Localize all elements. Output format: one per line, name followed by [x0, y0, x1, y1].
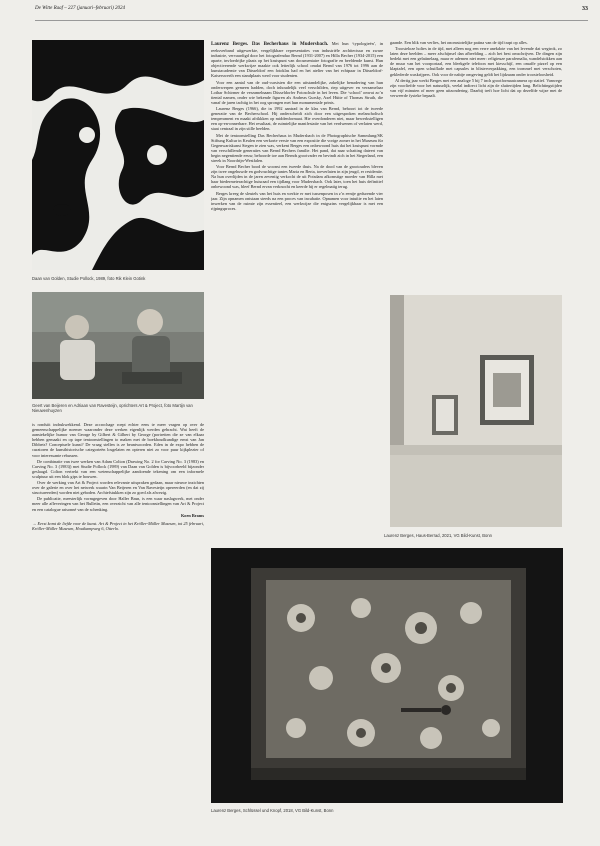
article-column-1-bottom: [32, 422, 204, 820]
caption-haus-berrad: Laurenz Berges, Haus-Berrad, 2021, VG Bild-Kunst, Bonn: [384, 533, 493, 538]
article-paragraph: Troosteloze holtes in de tijd, met alleen nog een verre anekdote van het levende dat wegtrok, zo laten deze beelden – meer afschijnsel dan afbeelding – zich het best omschrijven. De dingen zijn bedekt met een gelatinelaag, maar er ademen niet meer: religieuze parafernalia, wandelstokken aan de muur van het voorportaal, een bleekgele telefoon met kiesschijf, een omaffe pizzel op een klaptafel, een open schuiflade met capsules in blisterverpakking, een trommel met verschoten, geklederde waskrijpers. Ook voor de nabije omgeving geldt het lijdzaam onder troosteloosheid.: [390, 46, 562, 77]
drawer-photo-graphic: [211, 548, 563, 803]
page-number: 33: [582, 6, 588, 12]
article-paragraph: Berges kreeg de sleutels van het huis en werkte er met tussenposen in z’n eentje gedurende vier jaar. Zijn opnamen ontstaan steeds na een proces van incubatie. Opnamen voor intuïtie en het laten inwerken van de ruimte zijn essentieel, een werkwijze die enigszins vergelijkbaar is met een rijpingsproces.: [211, 190, 383, 211]
article-paragraph: Met de tentoonstelling Das Becherhaus in Mudersbach in de Photographische Sammlung/SK Stiftung Kultur in Keulen een verkorte versie van een expositie die vorige zomer in het Museum für Gegenwartskunst Siegen te zien was, verkent Berges een onbewoond huis dat het kruispunt vormde van verschillende generaties van Bernd Bechers familie. Het pand, dat naar schatting dateert van begin negentiende eeuw, behoorde toe aan Bernds grootvader en bevindt zich in het Siegerland, een streek in Noordrijn-Westfalen.: [211, 132, 383, 163]
article-paragraph: Voor Bernd Becher bood de woonst een tweede thuis. Na de dood van de grootouders bleven zijn twee ongehuwde en godvruchtige tantes Maria en Berta, toeverlaten in zijn jeugd, er residentie. Na hun overlijden in de jaren zeventig verkocht de uit Potsdam afkomstige moeder van Hilla met haar biedermeierachtige huisraad een tijdlang voor Mudersbach. Ook later, toen het huis definitief onbewoond was, bleef Bernd ervan verknocht en keerde hij er regelmatig terug.: [211, 164, 383, 190]
article-paragraph: is rondsiit indrukwekkend. Deze accrochage roept echter eens te meer vragen op over de gemeenschappelijke noemer waaronder deze werken eigenlijk werden gebracht. Wat heeft de aanstekelijke humor van George by Gilbert & Gilbert by George (portretten die ze van elkaar hebben gemaakt en op tape tentoonstellingen to maken met de boekhoudkundige ernst van Jan Dibbets? Conceptuele kunst? De vraag stellen is ze beantwoorden. Eden in de expo hebben de curatoren de kunsthistorische categorieën losgelaten en opteren niet zo voor puur kijkplezier of voor interessante rebussen.: [32, 422, 204, 458]
photo-haus-berrad: [390, 295, 562, 527]
exhibition-info: → Eerst komt de liefde voor de kunst. Art & Project in het Kröller-Müller Museum, tot 25 februari, Kröller-Müller Museum, Houtkampweg 6, Otterlo.: [32, 520, 204, 531]
photo-pollock-study: [32, 40, 204, 270]
article-column-3: [390, 40, 562, 288]
caption-pollock: Daan van Golden, Studie Pollock, 1989, foto Rik Klein Gotink: [32, 276, 146, 281]
article-paragraph: Al dertig jaar werkt Berges met een analoge 5 bij 7 inch grootformaatcamera op statief. Vanwege zijn voorliefde voor het natuurlijk, veelal indirect licht zijn de sluitertijden lang. Belichtingstijden van vijf minuten of meer geen uitzondering. Daarbij treft hoe licht dat op dezelfde wijze met de verweerde fysieke bepaalt.: [390, 77, 562, 98]
founders-photo-graphic: [32, 292, 204, 399]
author-signature: Koen Brams: [180, 512, 204, 518]
photo-founders: [32, 292, 204, 399]
article-paragraph: Over de werking van Art & Project worden relevante uitspraken gedaan, maar nieuwe inzichten over de galerie en over het netwerk waarin Van Beijeren en Van Ravesteijn opereerden (en dat zij structureerden) worden niet geboden. Archiefstukken zijn zo goed als afwezig.: [32, 480, 204, 496]
article-paragraph: De publicatie, meesterlijk vormgegeven door Haller Brun, is een waar naslagwerk, met onder meer alle afleveringen van het Bulletin, een overzicht van alle tentoonstellingen van Art & Project en een catalogue raisonné van de schenking.: [32, 496, 204, 512]
photo-schlussel-und-knopf: [211, 548, 563, 803]
room-photo-graphic: [390, 295, 562, 527]
article-paragraph: Voor een aantal van de oud-cursisten die een uitstandelijke, zakelijke benadering van hun onderwerpen gemeen hadden, doch inhoudelijk veel verschilden, riep uitgever en verzamelaar Lothar Schirmer de verzamelnaam Düsseldorfer Fotoschule in het leven. Die ‘school’ omvat zo’n tiental namen, onder wie bekende figuren als Andreas Gursky, Axel Hütte of Thomas Struth, die vanaf de jaren tachtig in het oog sprongen met hun monumentale prints.: [211, 79, 383, 105]
running-head: De Witte Raaf – 227 (januari–februari) 2024: [35, 6, 125, 11]
page-header: [35, 6, 588, 21]
article-column-2: [211, 40, 383, 540]
article-paragraph: Laurenz Berges (1966), die in 1992 aantrad in de klas van Bernd, behoort tot de tweede generatie van de Becherschool. Hij onderscheidt zich door een uitgesproken melancholisch temperament en maakt afrikkken op middenformaat. Hie overdonderen niet, maar bewerkstelligen een op-en-onnerbare. Het resultaat, de ruimtelijke manifestatie van het verdwenen of verlaten werd, staat centraal in zijn stille beelden.: [211, 106, 383, 132]
article-title: Laurenz Berges. Das Becherhaus in Mudersbach.: [211, 42, 329, 47]
abstract-pattern-graphic: [32, 40, 204, 270]
caption-founders: Geert van Beijeren en Adriaan van Ravesteijn, oprichters Art & Project, foto Martijn van Nieuwenhuyzen: [32, 403, 193, 413]
caption-schlussel-und-knopf: Laurenz Berges, Schlüssel und Knopf, 2018, VG Bild-Kunst, Bonn: [211, 808, 334, 813]
article-intro: Met hun ‘typologieën’, in reeksverband uitgewerkte, vergelijkbare representaties van industriële architectuur en zware industrie, vervaardigd door het fotografenduo Bernd (1931-2007) en Hilla Becher (1934-2015) een aparte, invloedrijke plaats op het kruispunt van documentaire fotografie en beeldende kunst. Hun objectiverende werkwijze maakte ook letterlijk school omdat Bernd van 1976 tot 1996 aan de kunstacademie van Düsseldorf een fotoklas had en het atelier van het echtpaar in Düsseldorf-Kaiserswerth een standplaats werd voor studenten.: [211, 41, 383, 79]
article-paragraph: gaande. Een blik van verlies, het onomstotelijke patina van de tijd trapt op alles.: [390, 40, 528, 45]
article-paragraph: De combinatie van twee werken van Adam Colton (Drawing No. 2 for Carving No. 3 (1983) en Carving No. 3 (1983)) met Studie Pollock (1989) van Daan van Golden is bijvoorbeeld bijzonder geslaagd. Colton vertrekt van een wetenschappelijke aandoende tekening om een informele sculptuur uit een blok gips te houwen.: [32, 458, 204, 479]
